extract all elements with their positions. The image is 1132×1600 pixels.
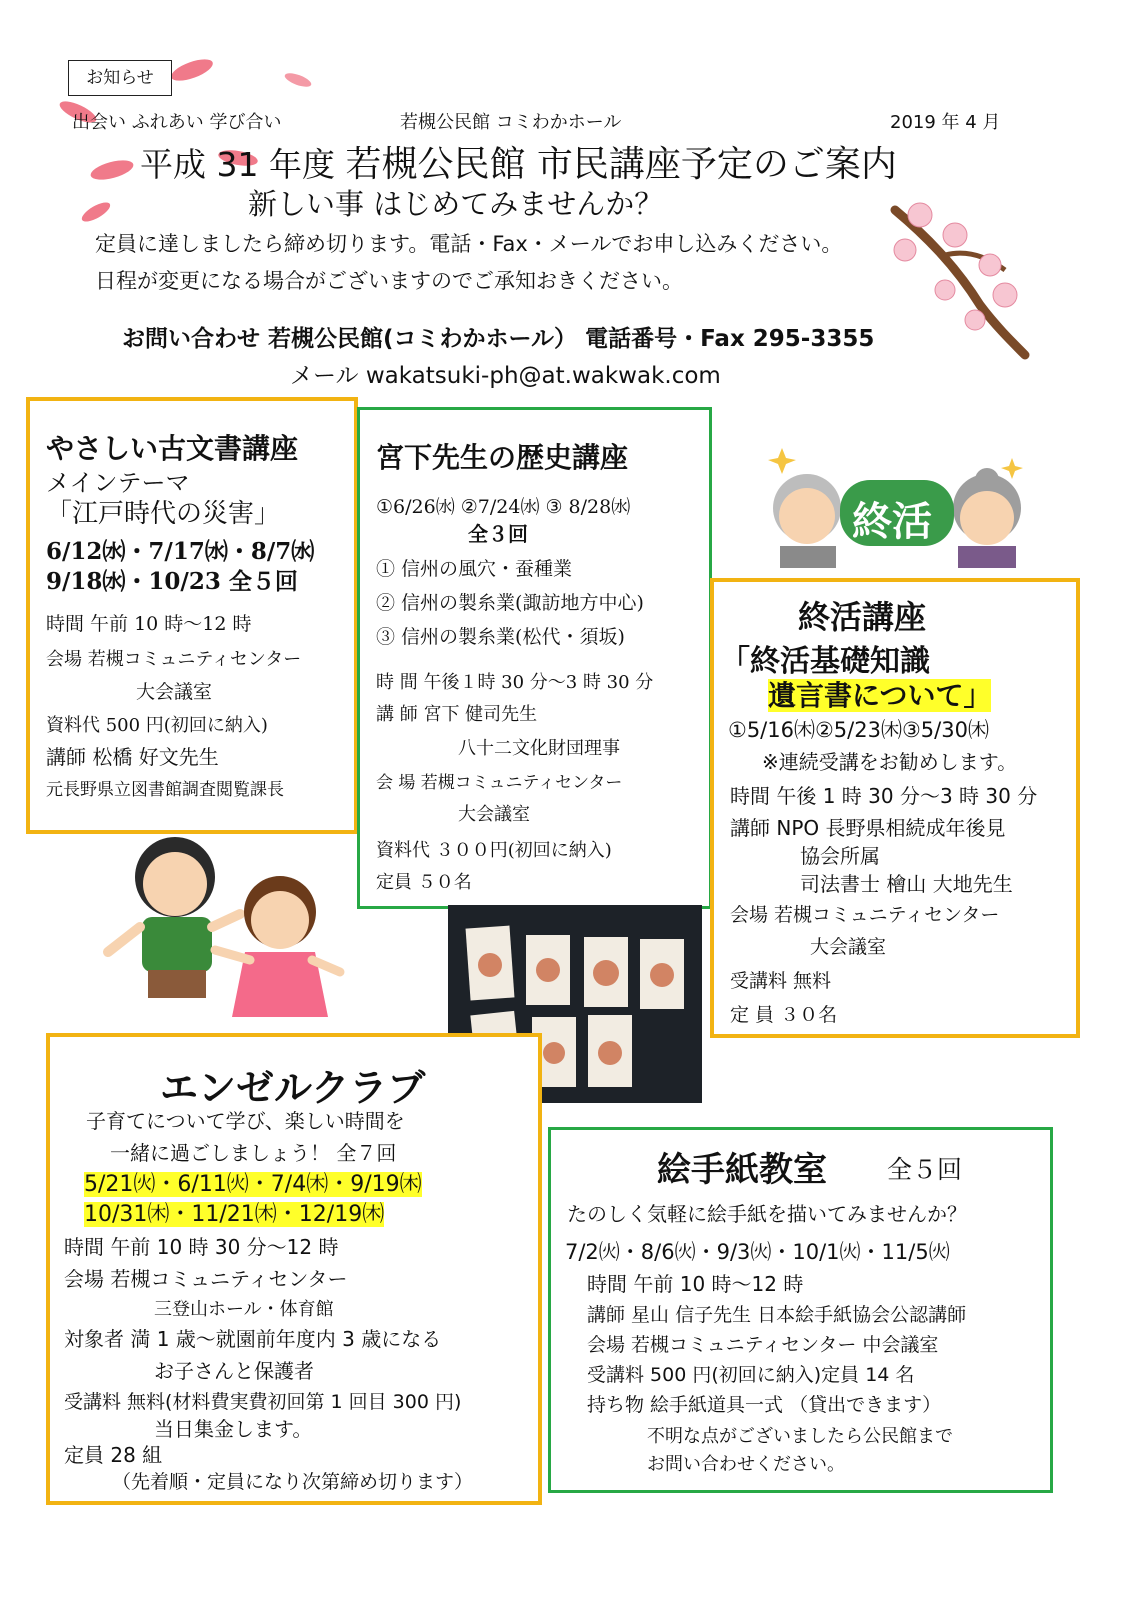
angel-desc-1: 子育てについて学び、楽しい時間を: [86, 1109, 405, 1133]
etegami-total: 全５回: [887, 1155, 963, 1184]
angel-capacity: 定員 28 組: [64, 1443, 163, 1467]
rekishi-lecturer-title: 八十二文化財団理事: [458, 738, 620, 759]
angel-dates-1: [84, 1167, 422, 1198]
komonjo-room: 大会議室: [136, 681, 213, 703]
rekishi-time: 時 間 午後１時 30 分～3 時 30 分: [376, 672, 654, 693]
angel-fee: 受講料 無料(材料費実費初回第 1 回目 300 円): [64, 1391, 462, 1413]
shukatsu-subtitle-1: 「終活基礎知識: [720, 644, 930, 679]
etegami-venue: 会場 若槻コミュニティセンター 中会議室: [587, 1334, 939, 1356]
rekishi-capacity: 定員 ５０名: [376, 872, 472, 893]
etegami-note-1: 不明な点がございましたら公民館まで: [647, 1426, 953, 1447]
rekishi-fee: 資料代 ３００円(初回に納入): [376, 840, 612, 861]
etegami-course-box: [548, 1127, 1053, 1493]
etegami-fee: 受講料 500 円(初回に納入)定員 14 名: [587, 1364, 915, 1386]
komonjo-course-box: [26, 397, 358, 834]
angel-dates-2: [84, 1197, 384, 1228]
angel-dates-2-highlight: 10/31㈭・11/21㈭・12/19㈭: [84, 1202, 385, 1227]
contact-info: お問い合わせ 若槻公民館(コミわかホール） 電話番号・Fax 295-3355: [122, 326, 875, 352]
rekishi-topic-2: ② 信州の製糸業(諏訪地方中心): [376, 592, 644, 614]
slogan: 出会い ふれあい 学び合い: [72, 112, 282, 133]
rekishi-title: 宮下先生の歴史講座: [376, 441, 629, 474]
komonjo-theme: 「江戸時代の災害」: [46, 499, 281, 529]
venue-header: 若槻公民館 コミわかホール: [400, 112, 622, 133]
cherry-blossom-icon: [885, 195, 1035, 365]
notice-tag: お知らせ: [68, 60, 172, 96]
issue-date: 2019 年 4 月: [890, 112, 1001, 133]
angel-venue: 会場 若槻コミュニティセンター: [64, 1267, 348, 1291]
rekishi-room: 大会議室: [458, 804, 530, 825]
rekishi-course-box: [357, 407, 712, 909]
shukatsu-lecturer-1: 講師 NPO 長野県相続成年後見: [730, 816, 1006, 840]
komonjo-fee: 資料代 500 円(初回に納入): [46, 715, 268, 736]
angel-target-2: お子さんと保護者: [154, 1359, 314, 1383]
etegami-note-2: お問い合わせください。: [647, 1454, 845, 1475]
shukatsu-dates: ①5/16㈭②5/23㈭③5/30㈭: [728, 718, 989, 742]
komonjo-lecturer-title: 元長野県立図書館調査閲覧課長: [46, 780, 284, 800]
angel-desc-2: 一緒に過ごしましょう！ 全７回: [110, 1141, 397, 1165]
shukatsu-subtitle-2: [768, 674, 991, 714]
shukatsu-fee: 受講料 無料: [730, 970, 832, 992]
shukatsu-subtitle-highlight: 遺言書について」: [768, 679, 992, 712]
note-schedule: 日程が変更になる場合がございますのでご承知おきください。: [95, 269, 683, 293]
komonjo-dates-2: 9/18㈬・10/23 全５回: [46, 568, 298, 595]
etegami-desc: たのしく気軽に絵手紙を描いてみませんか？: [567, 1202, 967, 1226]
rekishi-venue: 会 場 若槻コミュニティセンター: [376, 773, 623, 793]
angel-fee-2: 当日集金します。: [154, 1417, 313, 1441]
shukatsu-capacity: 定 員 ３０名: [730, 1004, 838, 1026]
shukatsu-lecturer-2: 協会所属: [800, 844, 880, 868]
komonjo-dates-1: 6/12㈬・7/17㈬・8/7㈬: [46, 538, 315, 565]
angel-target: 対象者 満 1 歳～就園前年度内 3 歳になる: [64, 1327, 442, 1351]
angel-capacity-note: （先着順・定員になり次第締め切ります）: [112, 1471, 474, 1493]
shukatsu-recommend: ※連続受講をお勧めします。: [762, 750, 1018, 774]
angel-time: 時間 午前 10 時 30 分～12 時: [64, 1235, 339, 1259]
komonjo-lecturer: 講師 松橋 好文先生: [46, 745, 219, 769]
angel-club-box: [46, 1033, 542, 1505]
children-illustration: [100, 822, 350, 1032]
rekishi-total: 全３回: [468, 522, 528, 546]
etegami-time: 時間 午前 10 時～12 時: [587, 1272, 804, 1296]
komonjo-time: 時間 午前 10 時～12 時: [46, 613, 252, 635]
etegami-title: 絵手紙教室: [657, 1150, 827, 1190]
shukatsu-course-box: [710, 578, 1080, 1038]
komonjo-venue: 会場 若槻コミュニティセンター: [46, 649, 302, 670]
angel-venue-2: 三登山ホール・体育館: [154, 1299, 334, 1320]
etegami-dates: 7/2㈫・8/6㈫・9/3㈫・10/1㈫・11/5㈫: [565, 1240, 950, 1264]
email-info: メール wakatsuki-ph@at.wakwak.com: [290, 363, 721, 389]
title-prefix: 平成 31 年度: [140, 145, 335, 184]
note-deadline: 定員に達しましたら締め切ります。電話・Fax・メールでお申し込みください。: [95, 232, 843, 256]
rekishi-topic-1: ① 信州の風穴・蚕種業: [376, 558, 573, 580]
page-title: [140, 136, 897, 187]
angel-title: エンゼルクラブ: [160, 1066, 426, 1110]
rekishi-lecturer: 講 師 宮下 健司先生: [376, 704, 538, 725]
rekishi-dates: ①6/26㈬ ②7/24㈬ ③ 8/28㈬: [376, 496, 631, 518]
komonjo-theme-label: メインテーマ: [46, 469, 190, 497]
shukatsu-venue: 会場 若槻コミュニティセンター: [730, 904, 1000, 926]
angel-dates-1-highlight: 5/21㈫・6/11㈫・7/4㈭・9/19㈭: [84, 1172, 422, 1197]
shukatsu-room: 大会議室: [810, 936, 887, 958]
komonjo-title: やさしい古文書講座: [46, 432, 299, 465]
shukatsu-badge: 終活: [852, 499, 932, 545]
etegami-lecturer: 講師 星山 信子先生 日本絵手紙協会公認講師: [587, 1304, 967, 1326]
shukatsu-time: 時間 午後 1 時 30 分～3 時 30 分: [730, 784, 1038, 808]
etegami-items: 持ち物 絵手紙道具一式 （貸出できます）: [587, 1394, 942, 1416]
rekishi-topic-3: ③ 信州の製糸業(松代・須坂): [376, 626, 625, 648]
title-main: 若槻公民館 市民講座予定のご案内: [345, 144, 897, 185]
shukatsu-title: 終活講座: [798, 598, 927, 636]
subtitle: 新しい事 はじめてみませんか？: [248, 187, 664, 221]
shukatsu-lecturer-3: 司法書士 檜山 大地先生: [800, 872, 1013, 896]
